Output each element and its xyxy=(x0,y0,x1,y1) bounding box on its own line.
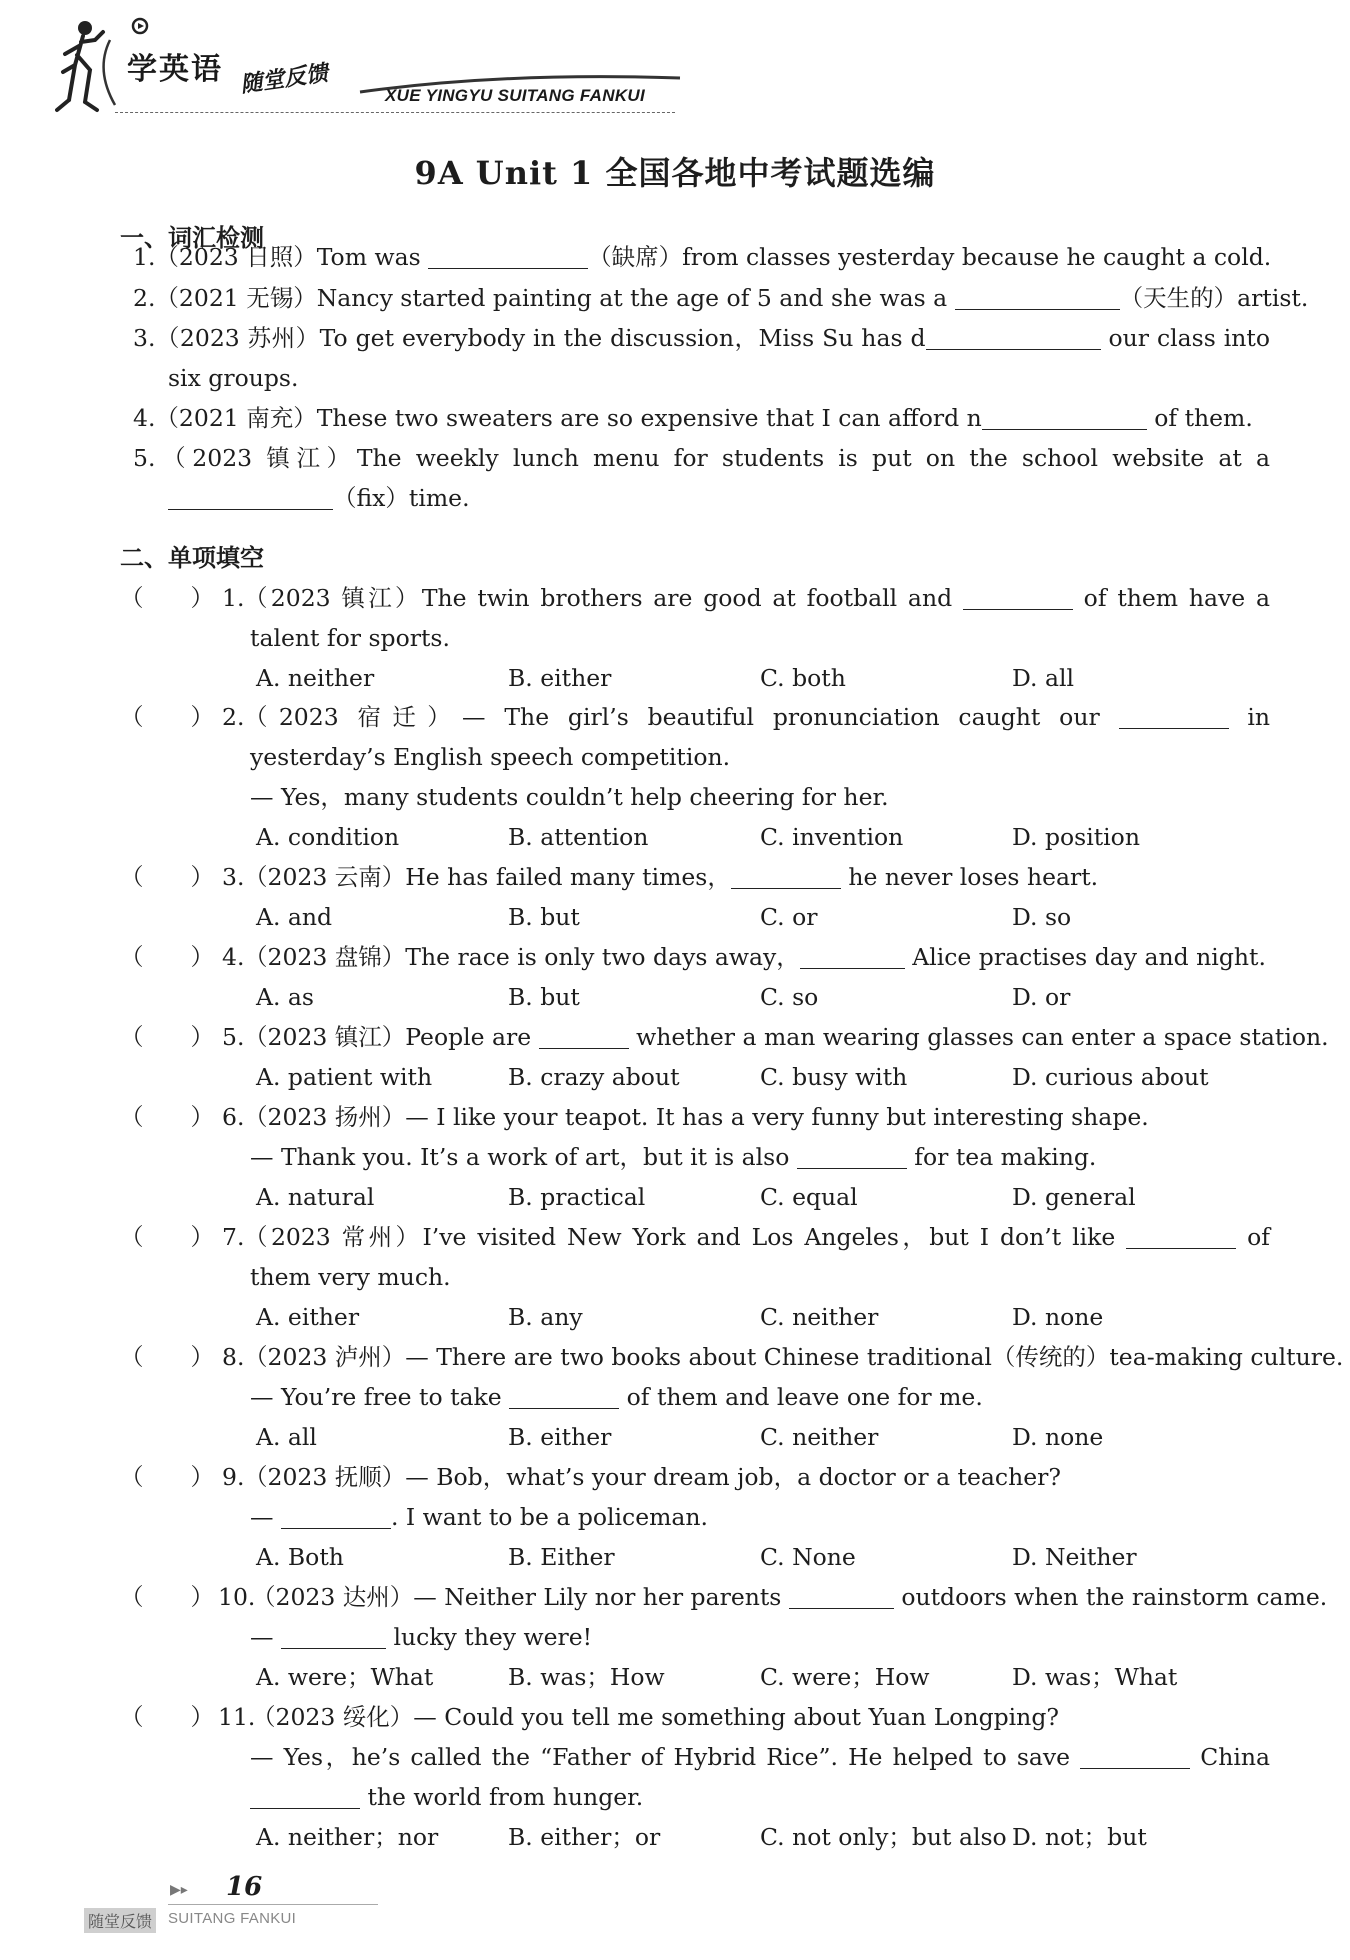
text-line xyxy=(252,1582,1327,1612)
option-a[interactable]: A. condition xyxy=(256,823,400,851)
text-segment: （2023 盘锦）The race is only two days away， xyxy=(244,943,800,971)
text-segment: （2023 镇江）People are xyxy=(244,1023,539,1051)
option-d[interactable]: D. position xyxy=(1012,823,1140,851)
answer-parentheses[interactable]: （ ） xyxy=(120,1223,214,1251)
option-a[interactable]: A. Both xyxy=(256,1543,344,1571)
option-b[interactable]: B. but xyxy=(508,903,580,931)
option-a[interactable]: A. neither；nor xyxy=(256,1823,439,1851)
answer-blank[interactable] xyxy=(281,1624,386,1649)
page-arrow-icon: ▶▸ xyxy=(170,1882,188,1898)
text-segment: yesterday’s English speech competition. xyxy=(250,743,731,771)
option-a[interactable]: A. and xyxy=(256,903,333,931)
text-segment: （2023 抚顺）— Bob，what’s your dream job，a doctor or a teacher? xyxy=(244,1463,1061,1491)
text-line xyxy=(244,942,1266,972)
text-segment: 4.（2021 南充）These two sweaters are so expensive that I can afford n xyxy=(133,404,982,432)
text-segment: （2023 扬州）— I like your teapot. It has a very funny but interesting shape. xyxy=(244,1103,1149,1131)
answer-parentheses[interactable]: （ ） xyxy=(120,1703,214,1731)
text-line xyxy=(250,1742,1270,1772)
option-d[interactable]: D. general xyxy=(1012,1183,1136,1211)
text-segment: 1.（2023 日照）Tom was xyxy=(133,243,429,271)
text-line xyxy=(252,1702,1059,1732)
text-segment: lucky they were! xyxy=(385,1623,593,1651)
question-number: 3. xyxy=(222,863,245,891)
question-number: 8. xyxy=(222,1343,245,1371)
section1-heading: 一、词汇检测 xyxy=(120,224,264,252)
option-a[interactable]: A. either xyxy=(256,1303,360,1331)
text-segment: of xyxy=(1236,1223,1270,1251)
question-number: 9. xyxy=(222,1463,245,1491)
answer-parentheses[interactable]: （ ） xyxy=(120,703,214,731)
option-c[interactable]: C. invention xyxy=(760,823,904,851)
text-line xyxy=(250,1622,592,1652)
text-line xyxy=(250,1502,708,1532)
text-segment: China xyxy=(1190,1743,1271,1771)
answer-parentheses[interactable]: （ ） xyxy=(120,863,214,891)
answer-blank[interactable] xyxy=(797,1144,907,1169)
option-d[interactable]: D. not；but xyxy=(1012,1823,1147,1851)
text-segment: of them and leave one for me. xyxy=(619,1383,983,1411)
option-a[interactable]: A. neither xyxy=(256,664,375,692)
answer-parentheses[interactable]: （ ） xyxy=(120,1023,214,1051)
text-segment: — Thank you. It’s a work of art，but it is also xyxy=(250,1143,797,1171)
answer-blank[interactable] xyxy=(539,1024,629,1049)
answer-blank[interactable] xyxy=(1126,1224,1236,1249)
answer-blank[interactable] xyxy=(731,864,841,889)
option-b[interactable]: B. but xyxy=(508,983,580,1011)
text-line xyxy=(250,623,450,653)
answer-parentheses[interactable]: （ ） xyxy=(120,584,214,612)
answer-blank[interactable] xyxy=(1080,1744,1190,1769)
section2-heading: 二、单项填空 xyxy=(120,544,264,572)
text-line xyxy=(133,403,1253,433)
option-b[interactable]: B. either；or xyxy=(508,1823,661,1851)
answer-parentheses[interactable]: （ ） xyxy=(120,943,214,971)
text-segment: （fix）time. xyxy=(333,484,470,512)
page-title: 9A Unit 1 全国各地中考试题选编 xyxy=(414,154,936,192)
answer-blank[interactable] xyxy=(789,1584,894,1609)
option-d[interactable]: D. curious about xyxy=(1012,1063,1209,1091)
answer-blank[interactable] xyxy=(963,585,1073,610)
answer-parentheses[interactable]: （ ） xyxy=(120,1103,214,1131)
text-line xyxy=(168,483,470,513)
option-b[interactable]: B. either xyxy=(508,1423,612,1451)
answer-blank[interactable] xyxy=(281,1504,391,1529)
text-segment: （缺席）from classes yesterday because he caught a cold. xyxy=(588,243,1272,271)
option-d[interactable]: D. none xyxy=(1012,1423,1104,1451)
option-a[interactable]: A. were；What xyxy=(256,1663,434,1691)
option-c[interactable]: C. were；How xyxy=(760,1663,930,1691)
question-number: 6. xyxy=(222,1103,245,1131)
option-b[interactable]: B. any xyxy=(508,1303,583,1331)
text-segment: — Yes，many students couldn’t help cheering for her. xyxy=(250,783,889,811)
page-footer xyxy=(84,1872,324,1942)
question-number: 7. xyxy=(222,1223,245,1251)
text-segment: . I want to be a policeman. xyxy=(390,1503,709,1531)
text-line xyxy=(244,1022,1329,1052)
text-line xyxy=(244,1222,1270,1252)
option-b[interactable]: B. either xyxy=(508,664,612,692)
text-segment: whether a man wearing glasses can enter a space station. xyxy=(628,1023,1329,1051)
question-number: 11. xyxy=(218,1703,256,1731)
text-line xyxy=(250,1262,451,1292)
option-d[interactable]: D. none xyxy=(1012,1303,1104,1331)
option-c[interactable]: C. neither xyxy=(760,1423,879,1451)
text-line xyxy=(168,363,298,393)
answer-parentheses[interactable]: （ ） xyxy=(120,1463,214,1491)
option-c[interactable]: C. both xyxy=(760,664,846,692)
text-line xyxy=(244,862,1098,892)
question-number: 5. xyxy=(222,1023,245,1051)
option-d[interactable]: D. Neither xyxy=(1012,1543,1137,1571)
text-segment: in xyxy=(1228,703,1270,731)
answer-blank[interactable] xyxy=(982,405,1147,430)
text-line xyxy=(244,702,1270,732)
option-b[interactable]: B. crazy about xyxy=(508,1063,680,1091)
text-line xyxy=(244,583,1270,613)
option-c[interactable]: C. so xyxy=(760,983,819,1011)
text-segment: （2023 镇江）The twin brothers are good at football and xyxy=(244,584,963,612)
text-segment: the world from hunger. xyxy=(360,1783,644,1811)
question-number: 4. xyxy=(222,943,245,971)
footer-label-cn: 随堂反馈 xyxy=(84,1908,156,1933)
text-segment: for tea making. xyxy=(906,1143,1097,1171)
footer-label-en: SUITANG FANKUI xyxy=(168,1910,297,1927)
footer-rule xyxy=(168,1904,378,1905)
question-number: 10. xyxy=(218,1583,256,1611)
text-line xyxy=(250,1382,983,1412)
text-segment: of them have a xyxy=(1072,584,1270,612)
option-a[interactable]: A. natural xyxy=(256,1183,375,1211)
answer-blank[interactable] xyxy=(168,485,333,510)
option-c[interactable]: C. or xyxy=(760,903,818,931)
option-a[interactable]: A. all xyxy=(256,1423,317,1451)
text-segment: outdoors when the rainstorm came. xyxy=(893,1583,1328,1611)
option-d[interactable]: D. or xyxy=(1012,983,1071,1011)
page-header xyxy=(55,10,675,120)
text-line xyxy=(133,283,1308,313)
text-line xyxy=(244,1342,1343,1372)
answer-blank[interactable] xyxy=(1119,704,1229,729)
answer-blank[interactable] xyxy=(926,325,1101,350)
text-segment: — You’re free to take xyxy=(250,1383,510,1411)
option-d[interactable]: D. all xyxy=(1012,664,1074,692)
text-segment: Alice practises day and night. xyxy=(904,943,1266,971)
page-number: 16 xyxy=(226,1872,263,1902)
option-a[interactable]: A. patient with xyxy=(256,1063,433,1091)
option-b[interactable]: B. attention xyxy=(508,823,649,851)
option-c[interactable]: C. None xyxy=(760,1543,856,1571)
text-segment: talent for sports. xyxy=(250,624,450,652)
text-segment: （2023 宿迁）— The girl’s beautiful pronunciation caught our xyxy=(244,703,1119,731)
answer-blank[interactable] xyxy=(509,1384,619,1409)
option-c[interactable]: C. equal xyxy=(760,1183,858,1211)
text-line xyxy=(244,1462,1061,1492)
text-line xyxy=(250,1782,643,1812)
text-segment: （天生的）artist. xyxy=(1119,284,1309,312)
text-segment: （2023 泸州）— There are two books about Chinese traditional（传统的）tea-making culture. xyxy=(244,1343,1344,1371)
text-segment: （2023 常州）I’ve visited New York and Los Angeles，but I don’t like xyxy=(244,1223,1127,1251)
text-segment: our class into xyxy=(1100,324,1270,352)
text-line xyxy=(250,742,730,772)
text-line xyxy=(250,1142,1096,1172)
option-d[interactable]: D. so xyxy=(1012,903,1072,931)
text-segment: （2023 达州）— Neither Lily nor her parents xyxy=(252,1583,789,1611)
answer-blank[interactable] xyxy=(250,1784,360,1809)
header-title-en: XUE YINGYU SUITANG FANKUI xyxy=(385,86,646,105)
answer-parentheses[interactable]: （ ） xyxy=(120,1583,214,1611)
text-segment: — xyxy=(250,1503,281,1531)
text-segment: — xyxy=(250,1623,281,1651)
option-c[interactable]: C. not only；but also xyxy=(760,1823,1007,1851)
text-segment: 5.（2023 镇江）The weekly lunch menu for students is put on the school website at a xyxy=(133,444,1270,472)
text-segment: he never loses heart. xyxy=(840,863,1099,891)
text-segment: six groups. xyxy=(168,364,299,392)
option-a[interactable]: A. as xyxy=(256,983,314,1011)
text-segment: — Yes，he’s called the “Father of Hybrid Rice”. He helped to save xyxy=(250,1743,1081,1771)
text-line xyxy=(133,323,1270,353)
text-segment: of them. xyxy=(1146,404,1253,432)
text-segment: （2023 云南）He has failed many times， xyxy=(244,863,731,891)
answer-blank[interactable] xyxy=(428,244,588,269)
header-title-cn: 学英语 xyxy=(127,52,223,87)
header-divider xyxy=(115,112,675,113)
option-c[interactable]: C. neither xyxy=(760,1303,879,1331)
header-subtitle-cn: 随堂反馈 xyxy=(238,60,330,98)
answer-blank[interactable] xyxy=(800,944,905,969)
text-line xyxy=(244,1102,1149,1132)
answer-parentheses[interactable]: （ ） xyxy=(120,1343,214,1371)
question-number: 2. xyxy=(222,703,245,731)
text-segment: （2023 绥化）— Could you tell me something about Yuan Longping? xyxy=(252,1703,1059,1731)
answer-blank[interactable] xyxy=(955,285,1120,310)
text-line xyxy=(133,443,1270,473)
option-b[interactable]: B. practical xyxy=(508,1183,646,1211)
option-c[interactable]: C. busy with xyxy=(760,1063,908,1091)
text-line xyxy=(250,782,889,812)
text-line xyxy=(133,242,1271,272)
option-d[interactable]: D. was；What xyxy=(1012,1663,1178,1691)
text-segment: them very much. xyxy=(250,1263,451,1291)
text-segment: 3.（2023 苏州）To get everybody in the discussion，Miss Su has d xyxy=(133,324,926,352)
option-b[interactable]: B. Either xyxy=(508,1543,615,1571)
text-segment: 2.（2021 无锡）Nancy started painting at the age of 5 and she was a xyxy=(133,284,955,312)
question-number: 1. xyxy=(222,584,245,612)
option-b[interactable]: B. was；How xyxy=(508,1663,665,1691)
